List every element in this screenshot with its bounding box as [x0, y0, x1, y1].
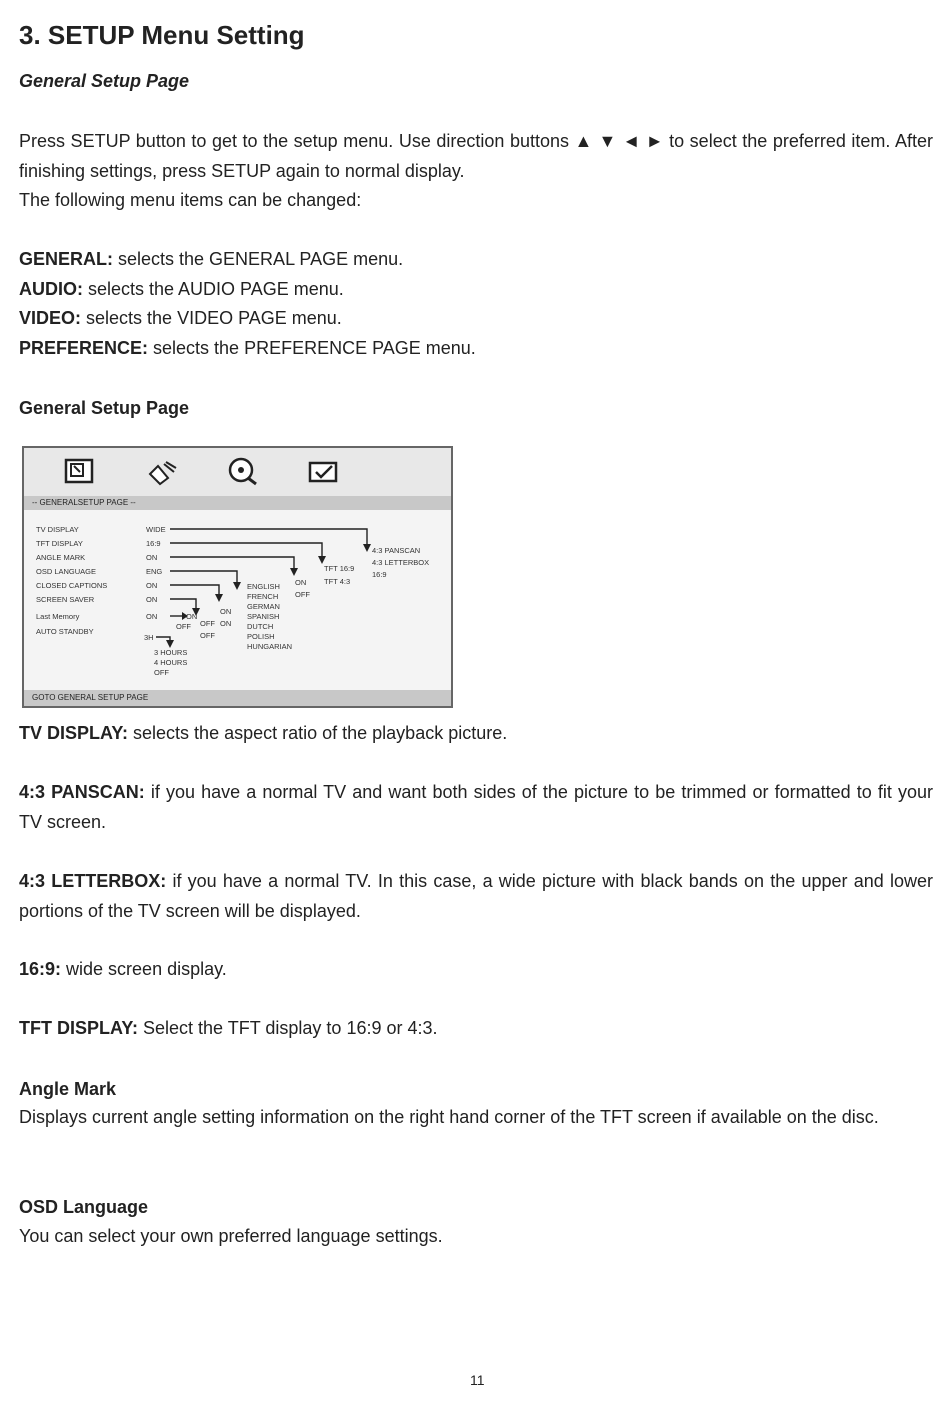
intro-line: The following menu items can be changed:: [19, 190, 362, 210]
menu-value: 16:9: [146, 539, 161, 548]
intro-paragraph: Press SETUP button to get to the setup menu. Use direction buttons ▲ ▼ ◄ ► to select the preferred item. After finishing settings, press SETUP again to normal display.: [19, 131, 933, 181]
menu-connector-lines: [24, 510, 455, 690]
menu-option: OFF: [154, 668, 169, 677]
general-page-icon: [64, 458, 96, 486]
definition-letterbox: [19, 867, 933, 926]
definition-term: TV DISPLAY:: [19, 723, 129, 743]
menu-option: ENGLISH: [247, 582, 280, 591]
menu-item: CLOSED CAPTIONS: [36, 581, 108, 590]
definition-desc: selects the aspect ratio of the playback picture.: [128, 723, 508, 743]
menu-list-item: [19, 245, 403, 275]
definition-term: TFT DISPLAY:: [19, 1018, 139, 1038]
menu-option: DUTCH: [247, 622, 274, 631]
menu-list-item: [19, 304, 342, 334]
menu-item: OSD LANGUAGE: [36, 567, 97, 576]
definition-desc: if you have a normal TV and want both sides of the picture to be trimmed or formatted to fit your TV screen.: [19, 782, 933, 832]
menu-item: TV DISPLAY: [36, 525, 79, 534]
menu-option: TFT 4:3: [324, 577, 351, 586]
menu-option: 16:9: [372, 570, 387, 579]
menu-option: ON: [220, 619, 232, 628]
definition-tft-display: [19, 1014, 438, 1044]
menu-list-term: PREFERENCE:: [19, 338, 149, 358]
definition-term: 16:9:: [19, 959, 62, 979]
menu-option: SPANISH: [247, 612, 280, 621]
definition-tv-display: [19, 719, 507, 749]
menu-list-item: [19, 275, 344, 305]
menu-option: POLISH: [247, 632, 275, 641]
menu-option: HUNGARIAN: [247, 642, 293, 651]
menu-value: ON: [146, 553, 158, 562]
menu-list-desc: selects the VIDEO PAGE menu.: [81, 308, 342, 328]
menu-option: 4 HOURS: [154, 658, 188, 667]
menu-list-desc: selects the GENERAL PAGE menu.: [113, 249, 404, 269]
menu-list-item: [19, 334, 476, 364]
menu-list-term: VIDEO:: [19, 308, 82, 328]
menu-footer-bar: [24, 690, 451, 706]
definition-term: 4:3 PANSCAN:: [19, 782, 145, 802]
menu-value: WIDE: [146, 525, 166, 534]
angle-mark-heading: Angle Mark: [19, 1079, 117, 1099]
audio-page-icon: [146, 460, 178, 486]
section-heading: General Setup Page: [19, 398, 190, 418]
menu-item: ANGLE MARK: [36, 553, 86, 562]
menu-item: TFT DISPLAY: [36, 539, 83, 548]
menu-list-term: AUDIO:: [19, 279, 83, 299]
page-subtitle: General Setup Page: [19, 71, 190, 91]
menu-value: ON: [146, 595, 158, 604]
menu-option: OFF: [200, 631, 215, 640]
menu-value: 3H: [144, 633, 154, 642]
menu-item: SCREEN SAVER: [36, 595, 95, 604]
definition-16-9: [19, 955, 227, 985]
definition-panscan: [19, 778, 933, 837]
preference-page-icon: [308, 460, 340, 484]
menu-option: ON: [220, 607, 232, 616]
setup-menu-screenshot: [22, 446, 453, 708]
page-title: 3. SETUP Menu Setting: [19, 20, 305, 50]
menu-option: OFF: [176, 622, 191, 631]
menu-footer-text: GOTO GENERAL SETUP PAGE: [32, 693, 149, 702]
osd-language-text: You can select your own preferred language settings.: [19, 1226, 443, 1246]
menu-option: 3 HOURS: [154, 648, 188, 657]
menu-header-bar: [24, 496, 451, 510]
menu-option: 4:3 PANSCAN: [372, 546, 421, 555]
menu-value: ENG: [146, 567, 163, 576]
menu-option: 4:3 LETTERBOX: [372, 558, 430, 567]
definition-desc: wide screen display.: [61, 959, 227, 979]
menu-item: Last Memory: [36, 612, 80, 621]
video-page-icon: [226, 456, 260, 486]
menu-list-desc: selects the AUDIO PAGE menu.: [83, 279, 344, 299]
menu-list-desc: selects the PREFERENCE PAGE menu.: [148, 338, 476, 358]
menu-option: OFF: [200, 619, 215, 628]
menu-option: TFT 16:9: [324, 564, 355, 573]
menu-value: ON: [146, 612, 158, 621]
menu-option: FRENCH: [247, 592, 279, 601]
menu-value: ON: [146, 581, 158, 590]
osd-language-heading: OSD Language: [19, 1197, 149, 1217]
page-number: 11: [470, 1372, 485, 1388]
definition-desc: Select the TFT display to 16:9 or 4:3.: [138, 1018, 438, 1038]
menu-option: ON: [295, 578, 307, 587]
definition-desc: if you have a normal TV. In this case, a wide picture with black bands on the upper and lower portions of the TV screen will be displayed.: [19, 871, 933, 921]
angle-mark-text: Displays current angle setting information on the right hand corner of the TFT screen if available on the disc.: [19, 1107, 879, 1127]
definition-term: 4:3 LETTERBOX:: [19, 871, 167, 891]
menu-list-term: GENERAL:: [19, 249, 113, 269]
menu-option: ON: [186, 612, 198, 621]
menu-body: [24, 510, 451, 690]
menu-item: AUTO STANDBY: [36, 627, 94, 636]
menu-header-text: -- GENERALSETUP PAGE --: [32, 498, 136, 507]
menu-option: GERMAN: [247, 602, 280, 611]
menu-option: OFF: [295, 590, 310, 599]
